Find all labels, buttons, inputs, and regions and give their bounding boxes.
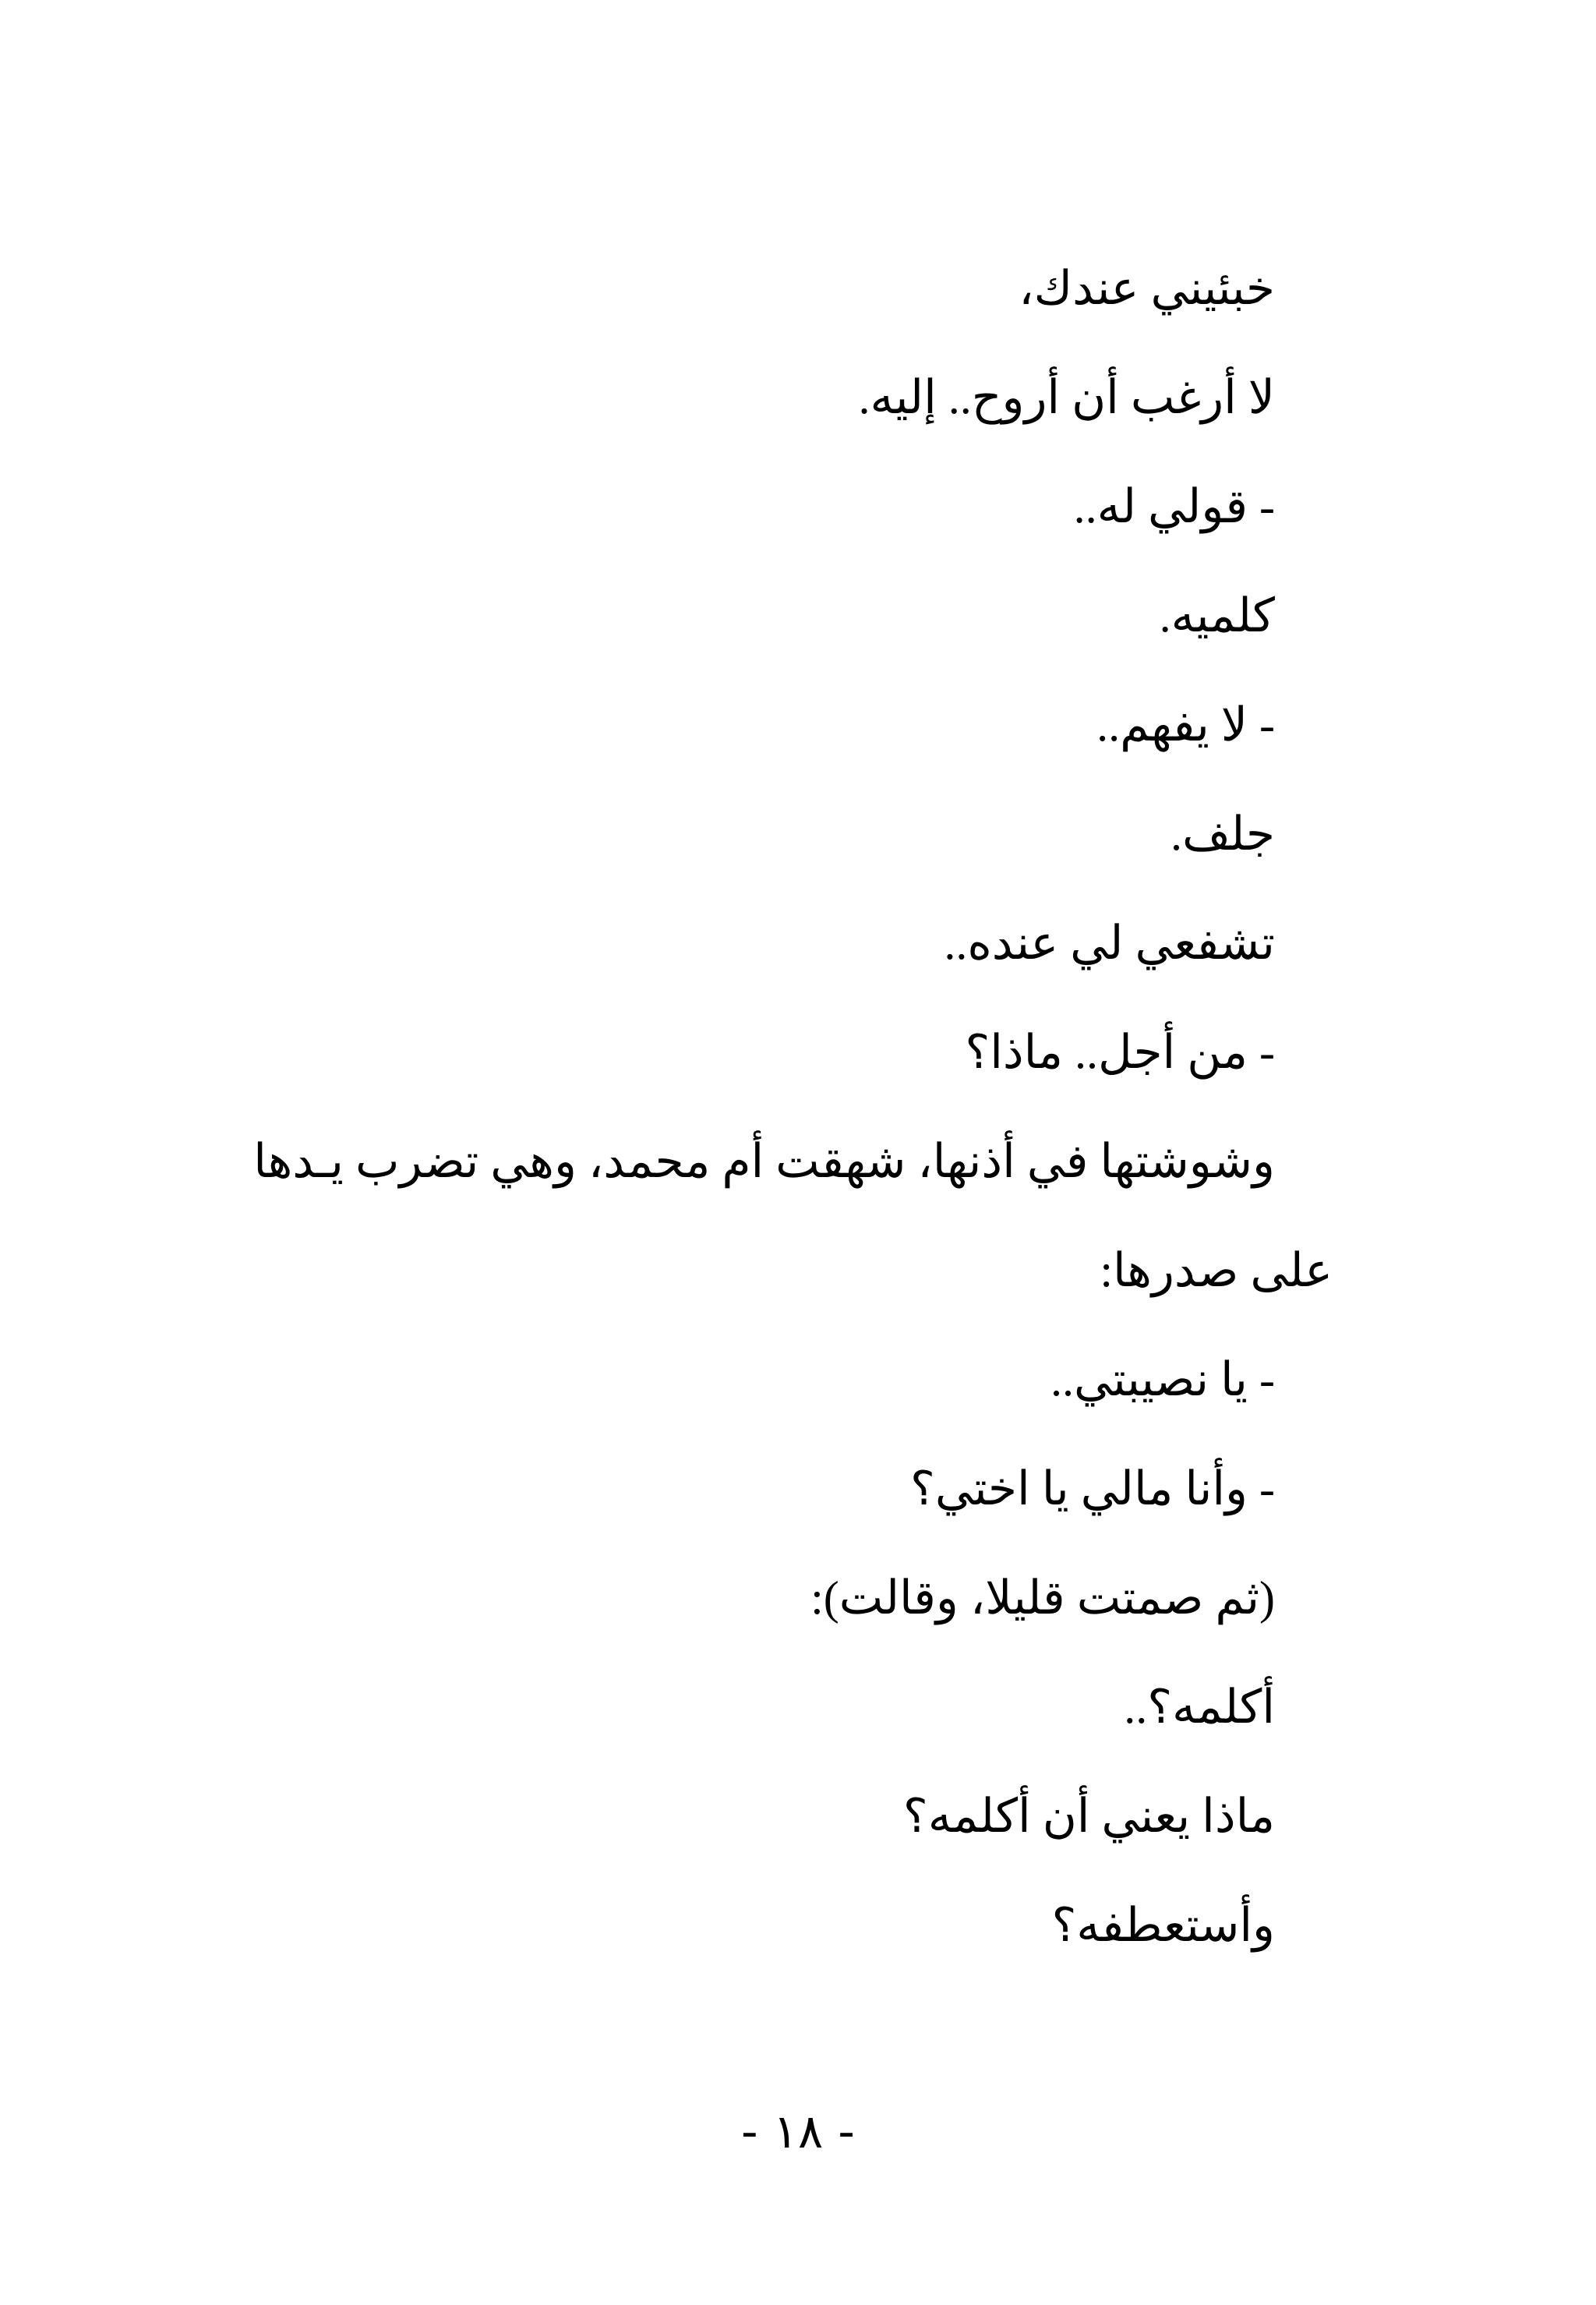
text-line: جلف. <box>1170 808 1275 860</box>
text-line: وأستعطفه؟ <box>1051 1900 1275 1951</box>
text-line: - قولي له.. <box>1073 481 1275 532</box>
text-line: كلميه. <box>1159 590 1275 642</box>
text-line: (ثم صمتت قليلا، وقالت): <box>810 1572 1275 1624</box>
text-line: وشوشتها في أذنها، شهقت أم محمد، وهي تضرب يـدها <box>253 1136 1275 1187</box>
text-line: لا أرغب أن أروح.. إليه. <box>858 372 1275 423</box>
text-line: على صدرها: <box>1100 1245 1333 1296</box>
text-line: تشفعي لي عنده.. <box>944 917 1275 969</box>
text-line: - وأنا مالي يا اختي؟ <box>909 1463 1275 1515</box>
text-line: أكلمه؟.. <box>1124 1681 1275 1733</box>
text-line: ماذا يعني أن أكلمه؟ <box>902 1791 1275 1842</box>
text-line: - لا يفهم.. <box>1096 699 1275 751</box>
text-line: - يا نصيبتي.. <box>1050 1354 1275 1405</box>
page-number: - ١٨ - <box>741 2105 855 2159</box>
text-line: خبئيني عندك، <box>1019 263 1275 314</box>
text-line: - من أجل.. ماذا؟ <box>965 1027 1275 1078</box>
body-text <box>226 234 1333 1980</box>
